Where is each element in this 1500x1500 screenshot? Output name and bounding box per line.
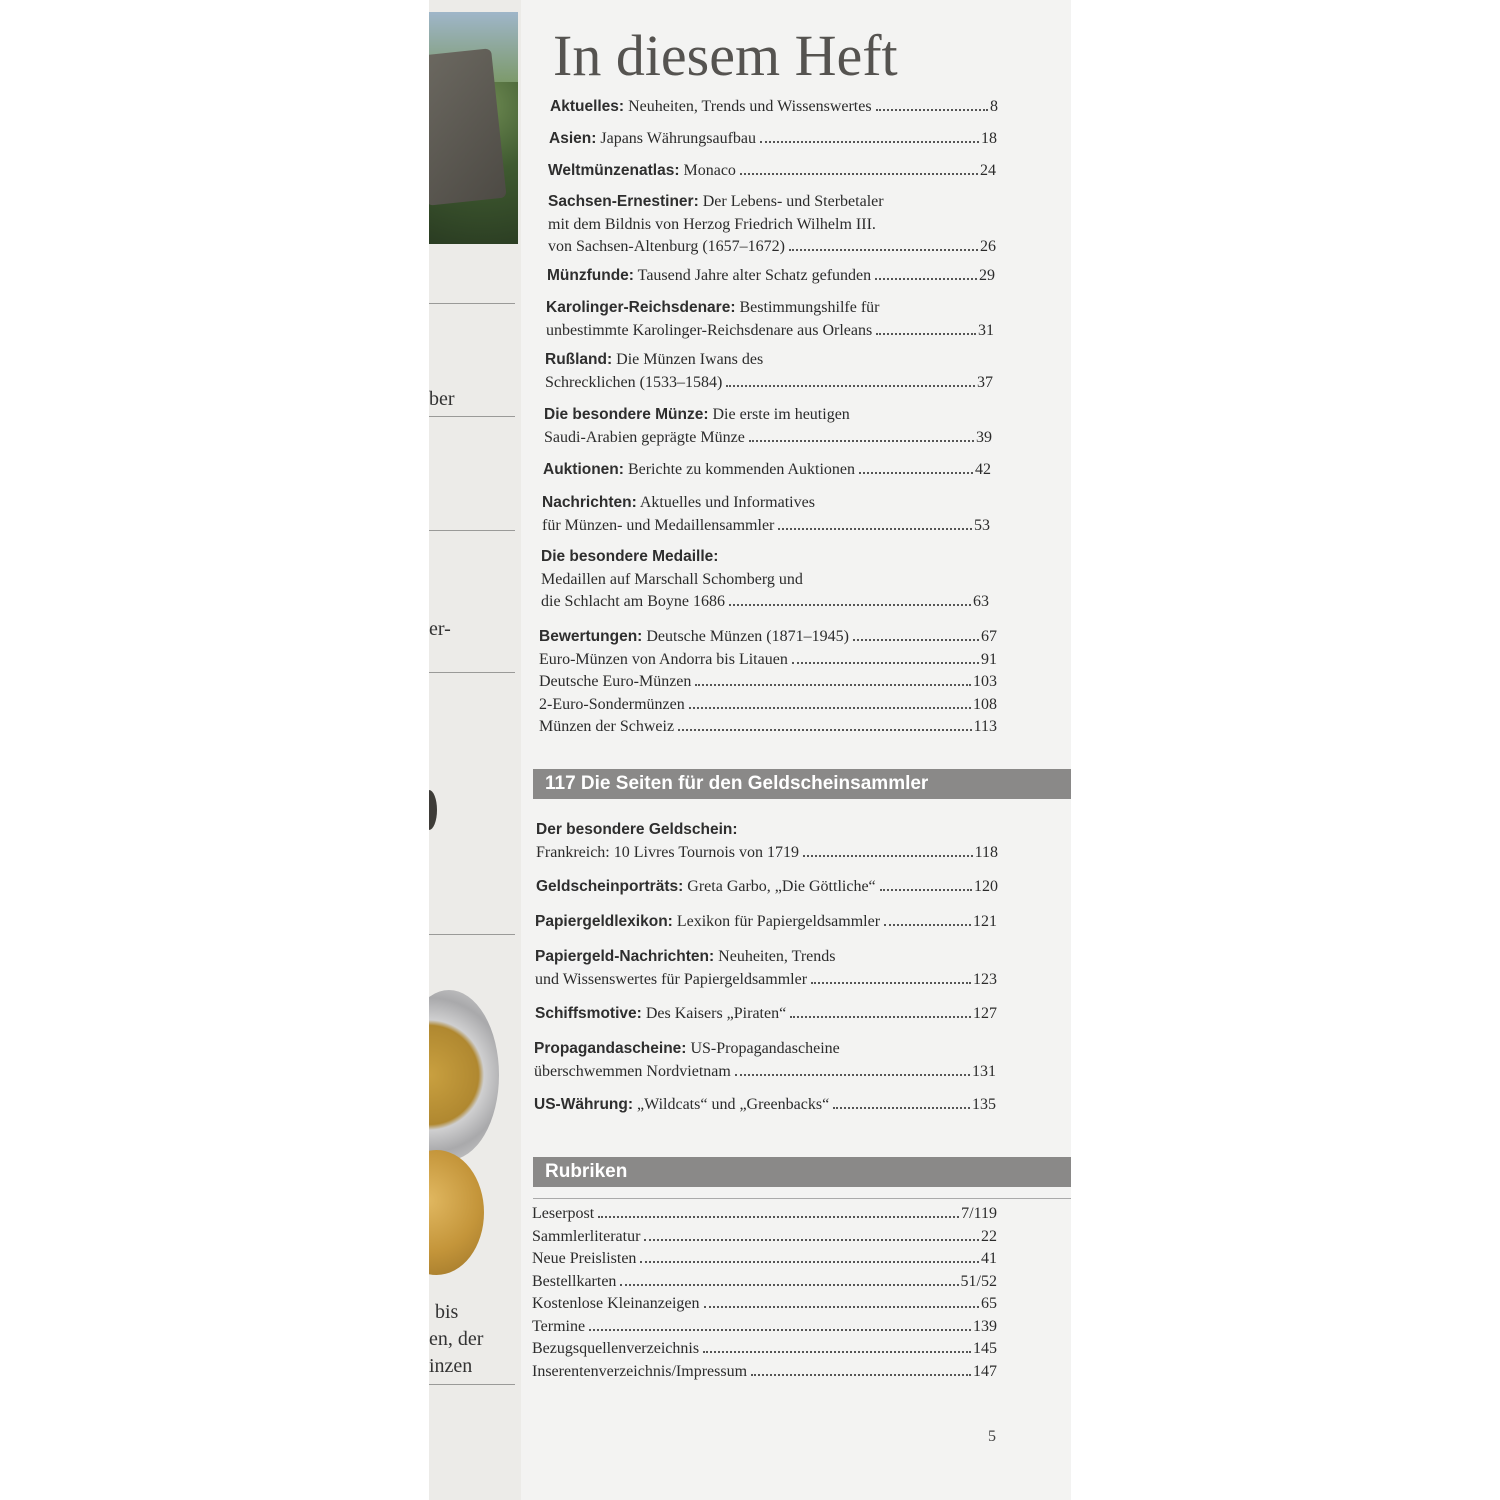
toc-text: Kostenlose Kleinanzeigen [532, 1295, 700, 1312]
page-ref: 103 [973, 673, 997, 690]
page-ref: 18 [981, 130, 997, 147]
dot-leader [884, 924, 971, 926]
toc-text: 2-Euro-Sondermünzen [539, 695, 685, 713]
dot-leader [760, 141, 979, 143]
page-ref: 22 [981, 1227, 997, 1245]
dot-leader [644, 1239, 979, 1241]
toc-line-text [545, 349, 763, 372]
dot-leader [792, 662, 979, 664]
dot-leader [749, 440, 974, 442]
toc-line-text [534, 1094, 829, 1117]
page-ref: 139 [973, 1317, 997, 1335]
page-ref: 91 [981, 650, 997, 668]
gold-coin-image [429, 1150, 484, 1275]
page-title: In diesem Heft [553, 23, 898, 88]
toc-line-text [549, 128, 756, 151]
section-header-rubriken: Rubriken [533, 1157, 1071, 1187]
toc-entry [550, 96, 998, 119]
toc-text: Des Kaisers „Piraten“ [645, 1005, 787, 1022]
dot-leader [729, 604, 971, 606]
toc-heading: Aktuelles: [550, 98, 625, 115]
page-ref: 29 [979, 267, 995, 284]
toc-text: Schrecklichen (1533–1584) [545, 373, 723, 391]
toc-entry-rubriken [532, 1203, 997, 1383]
toc-entry [535, 911, 997, 934]
dot-leader [876, 333, 976, 335]
toc-entry [547, 265, 995, 288]
toc-line-text [541, 569, 803, 592]
toc-heading: Rußland: [545, 351, 613, 368]
toc-heading: Auktionen: [543, 461, 624, 478]
toc-line-text [541, 546, 718, 569]
toc-heading: Die besondere Medaille: [541, 548, 719, 565]
toc-text: Der Lebens- und Sterbetaler [702, 193, 884, 210]
toc-text: Berichte zu kommenden Auktionen [627, 461, 855, 478]
toc-line-text [544, 404, 850, 427]
toc-line [539, 671, 997, 694]
page-ref: 123 [973, 970, 997, 988]
toc-line [539, 626, 997, 649]
page-ref: 113 [973, 718, 997, 735]
toc-heading: Nachrichten: [542, 494, 637, 511]
dot-leader [811, 982, 971, 984]
toc-line-text [532, 1226, 640, 1249]
divider [429, 1384, 515, 1385]
page-ref: 41 [981, 1250, 997, 1267]
dot-leader [589, 1329, 971, 1331]
toc-text: Euro-Münzen von Andorra bis Litauen [539, 650, 788, 668]
toc-text: Deutsche Münzen (1871–1945) [646, 628, 849, 645]
toc-text: mit dem Bildnis von Herzog Friedrich Wilhelm III. [548, 215, 876, 233]
toc-line-text [535, 911, 880, 934]
page-ref: 8 [990, 98, 998, 115]
toc-line [536, 819, 998, 842]
divider [429, 416, 515, 417]
toc-line [548, 236, 996, 259]
toc-heading: Sachsen-Ernestiner: [548, 193, 699, 210]
toc-heading: Papiergeldlexikon: [535, 913, 673, 930]
toc-text: Leserpost [532, 1205, 595, 1222]
toc-line [545, 372, 993, 395]
toc-text: von Sachsen-Altenburg (1657–1672) [548, 238, 785, 255]
toc-entry [545, 349, 993, 394]
page-ref: 37 [977, 373, 993, 391]
toc-line [532, 1271, 997, 1294]
page-ref: 63 [973, 593, 989, 610]
page-ref: 147 [973, 1362, 997, 1380]
page-ref: 7/119 [961, 1205, 997, 1222]
toc-entry [541, 546, 989, 614]
toc-line-text [548, 191, 884, 214]
dot-leader [704, 1306, 980, 1308]
toc-heading: US-Währung: [534, 1096, 634, 1113]
previous-page-strip [429, 0, 521, 1500]
toc-line-text [532, 1293, 700, 1316]
toc-line-text [539, 671, 691, 694]
toc-line-text [539, 694, 685, 717]
dot-leader [620, 1284, 958, 1286]
toc-line-text [536, 876, 876, 899]
toc-line [549, 128, 997, 151]
toc-line [545, 349, 993, 372]
toc-line [536, 876, 998, 899]
toc-heading: Propagandascheine: [534, 1040, 687, 1057]
toc-heading: Karolinger-Reichsdenare: [546, 299, 736, 316]
toc-heading: Münzfunde: [547, 267, 634, 284]
text-fragment: ber [429, 388, 455, 410]
toc-text: Neuheiten, Trends [718, 948, 836, 965]
magazine-spread [429, 0, 1071, 1500]
toc-text: Termine [532, 1317, 586, 1335]
toc-text: Medaillen auf Marschall Schomberg und [541, 570, 803, 588]
divider [429, 934, 515, 935]
toc-line-text [542, 515, 774, 538]
toc-line [544, 427, 992, 450]
toc-heading: Asien: [549, 130, 597, 147]
toc-line-text [539, 716, 674, 739]
toc-heading: Die besondere Münze: [544, 406, 709, 423]
dot-leader [726, 385, 975, 387]
toc-line [532, 1203, 997, 1226]
dark-coin-image [429, 790, 437, 830]
toc-line-text [532, 1248, 636, 1271]
dot-leader [740, 173, 978, 175]
page-ref: 24 [980, 162, 996, 179]
toc-entry [548, 191, 996, 259]
dot-leader [833, 1107, 970, 1109]
page-ref: 127 [973, 1005, 997, 1022]
divider [429, 530, 515, 531]
toc-line-text [548, 214, 876, 237]
dot-leader [689, 707, 971, 709]
toc-text: Münzen der Schweiz [539, 718, 675, 735]
toc-text: unbestimmte Karolinger-Reichsdenare aus Orleans [546, 321, 873, 339]
toc-line-text [535, 946, 835, 969]
toc-line [544, 404, 992, 427]
toc-text: Deutsche Euro-Münzen [539, 673, 692, 690]
toc-text: Sammlerliteratur [532, 1227, 641, 1245]
divider [429, 672, 515, 673]
dot-leader [853, 639, 979, 641]
toc-line [550, 96, 998, 119]
toc-line [536, 842, 998, 865]
dot-leader [695, 684, 971, 686]
text-fragment: inzen [429, 1355, 473, 1377]
toc-text: Bestellkarten [532, 1272, 617, 1290]
toc-entry [546, 297, 994, 342]
toc-line-text [548, 236, 785, 259]
toc-text: Neue Preislisten [532, 1250, 637, 1267]
toc-text: und Wissenswertes für Papiergeldsammler [535, 970, 808, 988]
page-ref: 118 [974, 843, 998, 861]
dot-leader [751, 1374, 971, 1376]
page-ref: 31 [978, 321, 994, 339]
toc-line-text [547, 265, 871, 288]
text-fragment: bis [435, 1301, 459, 1323]
toc-line-text [536, 819, 738, 842]
toc-line [534, 1038, 996, 1061]
toc-line [542, 492, 990, 515]
dot-leader [703, 1351, 971, 1353]
section-header-geldscheine: 117 Die Seiten für den Geldscheinsammler [533, 769, 1071, 799]
toc-line-text [543, 459, 855, 482]
toc-line [546, 320, 994, 343]
toc-text: Monaco [683, 162, 736, 179]
toc-line-text [532, 1361, 747, 1384]
toc-line [532, 1248, 997, 1271]
toc-text: Lexikon für Papiergeldsammler [676, 913, 881, 930]
toc-line [534, 1061, 996, 1084]
toc-text: Aktuelles und Informatives [639, 494, 815, 511]
toc-text: die Schlacht am Boyne 1686 [541, 593, 725, 610]
toc-text: für Münzen- und Medaillensammler [542, 516, 775, 534]
toc-line-text [535, 1003, 786, 1026]
toc-line [535, 1003, 997, 1026]
toc-entry [543, 459, 991, 482]
toc-line-text [536, 842, 799, 865]
page-ref: 121 [973, 913, 997, 930]
toc-line-text [539, 626, 849, 649]
toc-entry-bewertungen [539, 626, 997, 739]
toc-entry [534, 1094, 996, 1117]
toc-line [548, 214, 996, 237]
toc-line-text [546, 297, 879, 320]
page-ref: 65 [981, 1295, 997, 1312]
text-fragment: en, der [429, 1328, 484, 1350]
page-ref: 120 [974, 878, 998, 895]
toc-heading: Bewertungen: [539, 628, 643, 645]
toc-line [539, 716, 997, 739]
toc-line-text [532, 1271, 616, 1294]
toc-line [542, 515, 990, 538]
toc-line [532, 1361, 997, 1384]
toc-line [532, 1226, 997, 1249]
toc-entry [548, 160, 996, 183]
toc-line [546, 297, 994, 320]
page-ref: 39 [976, 428, 992, 446]
toc-entry [542, 492, 990, 537]
toc-heading: Weltmünzenatlas: [548, 162, 680, 179]
page-ref: 67 [981, 628, 997, 645]
toc-line [535, 911, 997, 934]
dot-leader [803, 855, 973, 857]
toc-text: Neuheiten, Trends und Wissenswertes [628, 98, 872, 115]
page-ref: 135 [972, 1096, 996, 1113]
toc-line-text [545, 372, 722, 395]
dot-leader [790, 1016, 971, 1018]
page-ref: 145 [973, 1340, 997, 1357]
page-ref: 42 [975, 461, 991, 478]
toc-heading: Schiffsmotive: [535, 1005, 642, 1022]
toc-text: Die erste im heutigen [712, 406, 850, 423]
divider [533, 1198, 1071, 1199]
toc-text: „Wildcats“ und „Greenbacks“ [637, 1096, 830, 1113]
dot-leader [735, 1074, 970, 1076]
toc-line-text [539, 649, 788, 672]
toc-text: Saudi-Arabien geprägte Münze [544, 428, 745, 446]
page-ref: 51/52 [960, 1272, 997, 1290]
toc-line-text [541, 591, 725, 614]
toc-line-text [532, 1338, 699, 1361]
toc-text: Greta Garbo, „Die Göttliche“ [687, 878, 876, 895]
toc-text: Japans Währungsaufbau [600, 130, 757, 147]
toc-line [532, 1316, 997, 1339]
dot-leader [875, 278, 977, 280]
toc-line-text [542, 492, 815, 515]
dot-leader [678, 729, 972, 731]
toc-entry [535, 946, 997, 991]
divider [429, 303, 515, 304]
toc-text: Bestimmungshilfe für [739, 299, 880, 316]
toc-entry [549, 128, 997, 151]
toc-line [548, 191, 996, 214]
toc-line [543, 459, 991, 482]
toc-line [535, 946, 997, 969]
toc-line [535, 969, 997, 992]
toc-line-text [534, 1038, 840, 1061]
toc-line [539, 649, 997, 672]
toc-line-text [532, 1316, 585, 1339]
euro-coin-image [429, 990, 499, 1160]
toc-entry [544, 404, 992, 449]
coin-photo [429, 12, 518, 244]
toc-text: Frankreich: 10 Livres Tournois von 1719 [536, 843, 799, 861]
toc-line [532, 1338, 997, 1361]
toc-heading: Geldscheinporträts: [536, 878, 684, 895]
page-ref: 108 [973, 695, 997, 713]
dot-leader [598, 1216, 959, 1218]
toc-entry [536, 819, 998, 864]
toc-text: US-Propagandascheine [690, 1040, 840, 1057]
toc-line [541, 591, 989, 614]
toc-text: Die Münzen Iwans des [616, 351, 764, 368]
toc-text: überschwemmen Nordvietnam [534, 1062, 731, 1080]
toc-entry [536, 876, 998, 899]
toc-line [541, 569, 989, 592]
toc-line-text [532, 1203, 594, 1226]
dot-leader [876, 109, 988, 111]
dot-leader [778, 528, 972, 530]
toc-line [534, 1094, 996, 1117]
toc-text: Bezugsquellenverzeichnis [532, 1340, 700, 1357]
page-ref: 26 [980, 238, 996, 255]
toc-line-text [548, 160, 736, 183]
toc-text: Tausend Jahre alter Schatz gefunden [637, 267, 872, 284]
dot-leader [880, 889, 972, 891]
text-fragment: er- [429, 618, 451, 640]
toc-line-text [534, 1061, 731, 1084]
toc-line-text [550, 96, 872, 119]
toc-line [541, 546, 989, 569]
toc-entry [534, 1038, 996, 1083]
toc-line-text [544, 427, 745, 450]
dot-leader [640, 1261, 979, 1263]
page-ref: 131 [972, 1062, 996, 1080]
toc-line [539, 694, 997, 717]
page-ref: 53 [974, 516, 990, 534]
toc-line [548, 160, 996, 183]
toc-heading: Papiergeld-Nachrichten: [535, 948, 715, 965]
dot-leader [789, 249, 978, 251]
toc-entry [535, 1003, 997, 1026]
toc-line [532, 1293, 997, 1316]
page-number: 5 [988, 1428, 996, 1445]
toc-text: Inserentenverzeichnis/Impressum [532, 1362, 748, 1380]
dot-leader [859, 472, 973, 474]
toc-line-text [546, 320, 872, 343]
toc-line [547, 265, 995, 288]
toc-line-text [535, 969, 807, 992]
toc-heading: Der besondere Geldschein: [536, 821, 738, 838]
